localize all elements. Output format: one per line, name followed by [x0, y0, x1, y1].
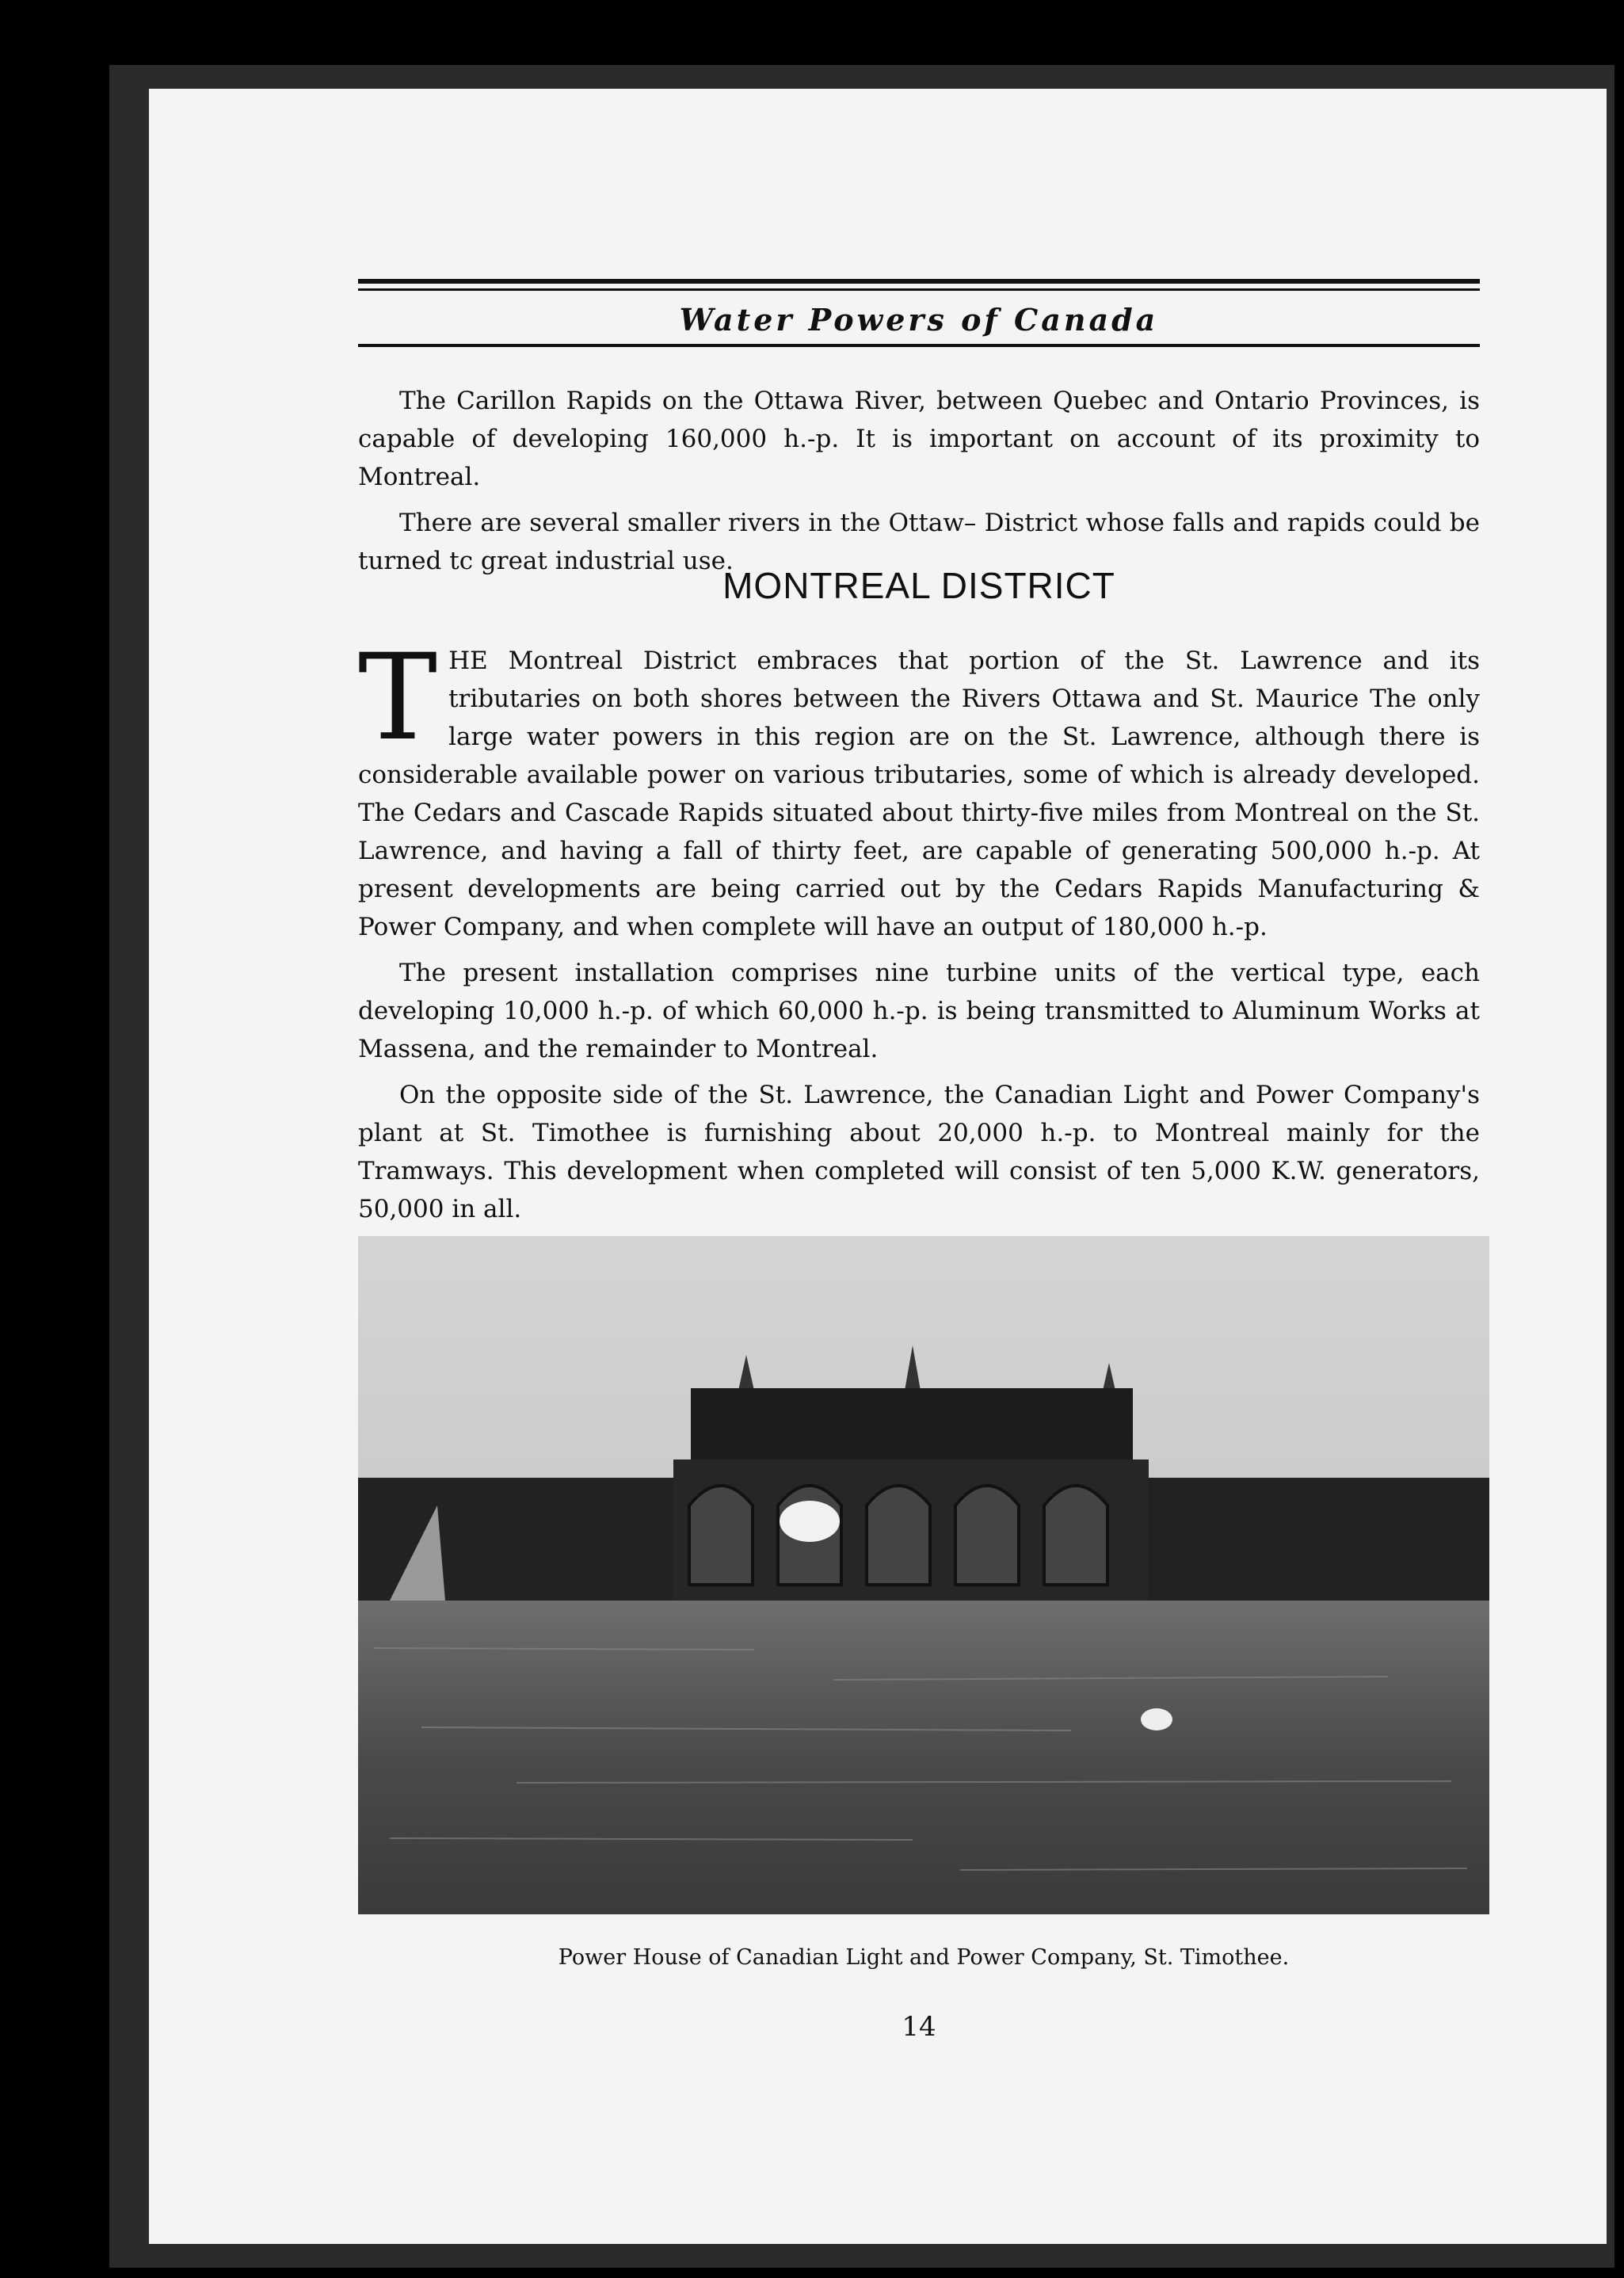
river-water — [358, 1601, 1489, 1914]
page-number: 14 — [902, 2011, 936, 2043]
power-house-upper — [691, 1388, 1133, 1460]
section-heading: MONTREAL DISTRICT — [722, 565, 1115, 606]
section-paragraph-2: The present installation comprises nine turbine units of the vertical type, each developing 10,000 h.-p. of which 60,000 h.-p. is being transmitted to Aluminum Works at Massena, and the remainder to Montreal. — [358, 959, 1480, 1063]
drop-cap: T — [358, 629, 438, 767]
photo-illustration — [358, 1236, 1489, 1914]
header-bottom-rule — [358, 344, 1480, 347]
running-title: Water Powers of Canada — [679, 302, 1159, 338]
intro-text — [358, 382, 1480, 588]
intro-paragraph-2: There are several smaller rivers in the Ottaw– District whose falls and rapids could be turned tc great industrial use. — [358, 509, 1480, 575]
photo-damage-spot — [780, 1501, 840, 1542]
running-header — [358, 279, 1480, 347]
section-paragraph-3: On the opposite side of the St. Lawrence, the Canadian Light and Power Company's plant at St. Timothee is furnishing about 20,000 h.-p. to Montreal mainly for the Tramways. This development when completed will consist of ten 5,000 K.W. generators, 50,000 in all. — [358, 1081, 1480, 1223]
power-house-photo — [358, 1236, 1489, 1914]
figure-caption: Power House of Canadian Light and Power Company, St. Timothee. — [558, 1945, 1290, 1970]
intro-paragraph-1: The Carillon Rapids on the Ottawa River, between Quebec and Ontario Provinces, is capable of developing 160,000 h.-p. It is important on account of its proximity to Montreal. — [358, 387, 1480, 491]
section-paragraph-1-text: HE Montreal District embraces that portion of the St. Lawrence and its tributaries on both shores between the Rivers Ottawa and St. Maurice The only large water powers in this region are on the St. Lawrence, although there is considerable available power on various tributaries, some of which is already developed. The Cedars and Cascade Rapids situated about thirty-five miles from Montreal on the St. Lawrence, and having a fall of thirty feet, are capable of generating 500,000 h.-p. At present developments are being carried out by the Cedars Rapids Manufacturing & Power Company, and when complete will have an output of 180,000 h.-p. — [358, 647, 1480, 941]
photo-damage-spot — [1141, 1708, 1172, 1730]
section-paragraph-1 — [358, 629, 1480, 946]
section-body — [358, 629, 1480, 1236]
header-top-rule — [358, 279, 1480, 291]
